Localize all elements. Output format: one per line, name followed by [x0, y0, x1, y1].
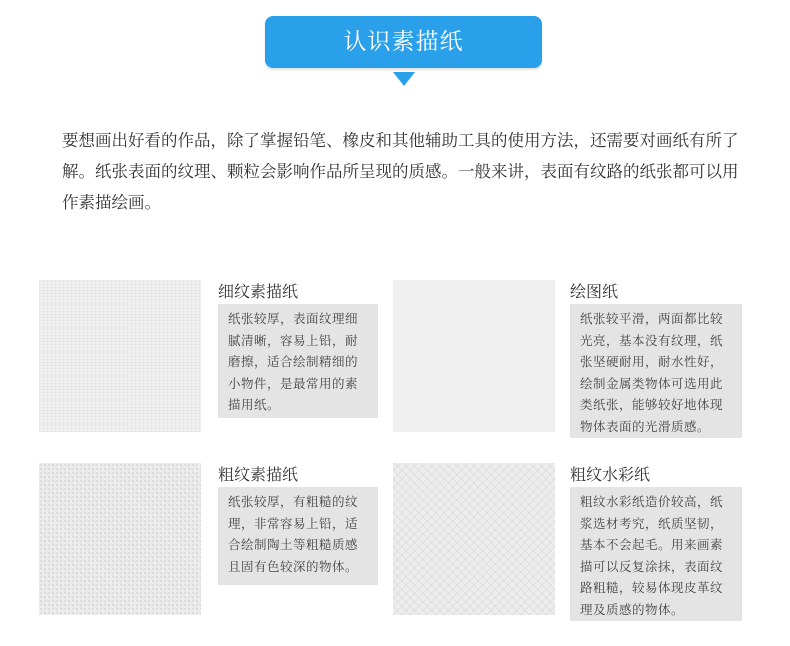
drawing-paper-swatch: [393, 280, 555, 432]
paper-title: 细纹素描纸: [218, 282, 299, 301]
paper-title: 绘图纸: [570, 282, 619, 301]
fine-sketch-paper-swatch: [39, 280, 201, 432]
paper-description: 纸张较厚，表面纹理细腻清晰，容易上铅，耐磨擦，适合绘制精细的小物件，是最常用的素描用纸。: [218, 304, 378, 418]
paper-title: 粗纹水彩纸: [570, 465, 651, 484]
section-title: 认识素描纸: [343, 29, 464, 55]
paper-description: 纸张较平滑，两面都比较光亮，基本没有纹理，纸张坚硬耐用，耐水性好，绘制金属类物体可选用此类纸张，能够较好地体现物体表面的光滑质感。: [570, 304, 742, 438]
coarse-watercolor-paper-swatch: [393, 463, 555, 615]
paper-title: 粗纹素描纸: [218, 465, 299, 484]
section-title-banner: [265, 16, 542, 68]
paper-description: 粗纹水彩纸造价较高，纸浆选材考究，纸质坚韧，基本不会起毛。用来画素描可以反复涂抹，表面纹路粗糙，较易体现皮革纹理及质感的物体。: [570, 487, 742, 621]
intro-paragraph: 要想画出好看的作品，除了掌握铅笔、橡皮和其他辅助工具的使用方法，还需要对画纸有所了解。纸张表面的纹理、颗粒会影响作品所呈现的质感。一般来讲，表面有纹路的纸张都可以用作素描绘画。: [62, 131, 739, 212]
down-arrow-icon: [393, 72, 415, 86]
paper-description: 纸张较厚，有粗糙的纹理，非常容易上铅，适合绘制陶土等粗糙质感且固有色较深的物体。: [218, 487, 378, 585]
coarse-sketch-paper-swatch: [39, 463, 201, 615]
